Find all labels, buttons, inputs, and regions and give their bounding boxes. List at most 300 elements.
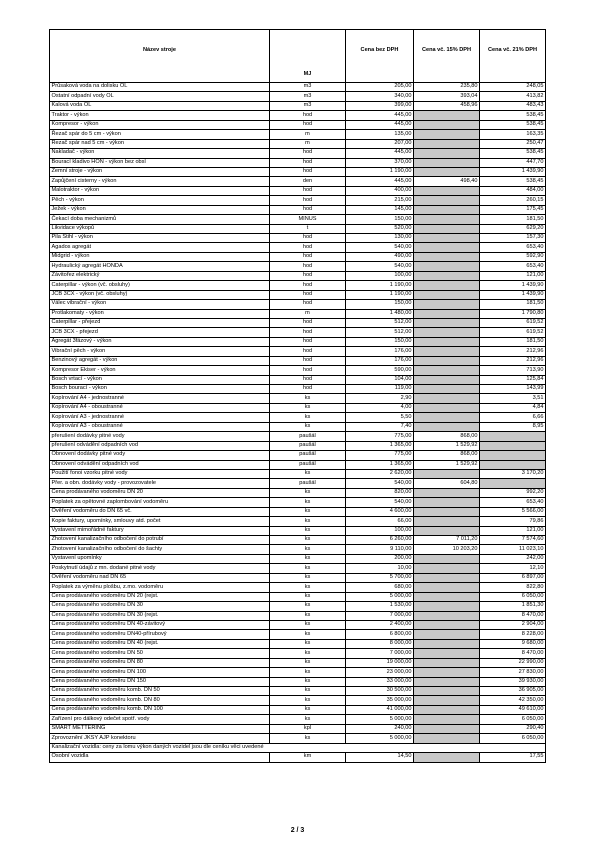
cell-price-vat21: 27 830,00 — [480, 668, 546, 677]
cell-unit: hod — [270, 281, 346, 290]
table-row — [50, 337, 546, 346]
cell-name: Bosch bourací - výkon — [50, 385, 270, 394]
cell-price-vat21: 242,00 — [480, 554, 546, 563]
cell-price-vat15: 10 203,20 — [414, 545, 480, 554]
cell-price-vat21 — [480, 451, 546, 460]
cell-price-ex-vat: 145,00 — [346, 205, 414, 214]
table-row — [50, 186, 546, 195]
cell-price-vat21: 2 904,00 — [480, 620, 546, 629]
table-row — [50, 705, 546, 714]
cell-unit: ks — [270, 526, 346, 535]
cell-price-vat15 — [414, 328, 480, 337]
cell-price-vat15 — [414, 149, 480, 158]
cell-price-vat15 — [414, 611, 480, 620]
cell-price-ex-vat: 66,00 — [346, 517, 414, 526]
cell-price-vat21: 653,40 — [480, 262, 546, 271]
cell-price-ex-vat: 135,00 — [346, 130, 414, 139]
cell-price-ex-vat: 520,00 — [346, 224, 414, 233]
cell-price-ex-vat: 35 000,00 — [346, 696, 414, 705]
cell-unit: hod — [270, 158, 346, 167]
cell-price-vat15 — [414, 602, 480, 611]
table-row — [50, 149, 546, 158]
cell-price-ex-vat: 2,90 — [346, 394, 414, 403]
table-row — [50, 602, 546, 611]
cell-unit: ks — [270, 554, 346, 563]
cell-price-ex-vat: 205,00 — [346, 83, 414, 92]
col-header-price-vat21: Cena vč. 21% DPH — [480, 30, 546, 83]
cell-price-ex-vat: 540,00 — [346, 262, 414, 271]
table-row — [50, 366, 546, 375]
table-row — [50, 243, 546, 252]
cell-price-ex-vat: 30 500,00 — [346, 687, 414, 696]
cell-name: Poplatek za opětovné zaplombování vodoměru — [50, 498, 270, 507]
cell-price-vat15: 498,40 — [414, 177, 480, 186]
cell-unit: ks — [270, 592, 346, 601]
cell-unit: ks — [270, 488, 346, 497]
cell-price-ex-vat: 200,00 — [346, 554, 414, 563]
cell-name: přerušení odvádění odpadních vod — [50, 441, 270, 450]
cell-price-vat21: 8 228,00 — [480, 630, 546, 639]
cell-unit: hod — [270, 186, 346, 195]
cell-price-vat21: 175,45 — [480, 205, 546, 214]
cell-price-vat21: 22 990,00 — [480, 658, 546, 667]
cell-price-vat21: 713,90 — [480, 366, 546, 375]
cell-unit: hod — [270, 252, 346, 261]
cell-price-vat15 — [414, 215, 480, 224]
cell-name: Zapůjčení cisterny - výkon — [50, 177, 270, 186]
cell-unit: hod — [270, 243, 346, 252]
cell-unit: ks — [270, 639, 346, 648]
cell-price-ex-vat: 512,00 — [346, 318, 414, 327]
cell-price-vat15 — [414, 422, 480, 431]
cell-unit: hod — [270, 347, 346, 356]
cell-price-vat21: 17,55 — [480, 753, 546, 762]
cell-price-vat21: 49 610,00 — [480, 705, 546, 714]
cell-price-ex-vat: 512,00 — [346, 328, 414, 337]
cell-price-ex-vat: 176,00 — [346, 347, 414, 356]
cell-price-ex-vat: 5,50 — [346, 413, 414, 422]
price-table — [49, 29, 546, 763]
table-row — [50, 130, 546, 139]
cell-price-ex-vat: 19 000,00 — [346, 658, 414, 667]
cell-unit: m3 — [270, 83, 346, 92]
header-row — [50, 30, 546, 83]
cell-name: Použití fonoi vzorku pitné vody — [50, 469, 270, 478]
table-row — [50, 300, 546, 309]
cell-name: JCB 3CX - výkon (vč. obsluhy) — [50, 290, 270, 299]
cell-name: Malotraktor - výkon — [50, 186, 270, 195]
cell-price-ex-vat: 5 000,00 — [346, 734, 414, 743]
price-list — [49, 29, 545, 763]
cell-price-vat21: 7 574,60 — [480, 536, 546, 545]
cell-price-vat15 — [414, 592, 480, 601]
cell-price-vat21: 157,30 — [480, 234, 546, 243]
cell-unit: paušál — [270, 479, 346, 488]
table-row — [50, 620, 546, 629]
table-row — [50, 441, 546, 450]
cell-price-vat15: 235,80 — [414, 83, 480, 92]
cell-price-ex-vat: 445,00 — [346, 111, 414, 120]
cell-unit: paušál — [270, 460, 346, 469]
table-row — [50, 488, 546, 497]
cell-name: Hydraulický agregát HONDA — [50, 262, 270, 271]
cell-price-vat21: 6 050,00 — [480, 734, 546, 743]
cell-price-vat15 — [414, 262, 480, 271]
cell-price-vat21: 6 050,00 — [480, 715, 546, 724]
table-row — [50, 356, 546, 365]
cell-unit: ks — [270, 583, 346, 592]
cell-name: Kopírování A4 - jednostranné — [50, 394, 270, 403]
col-header-unit: MJ — [270, 30, 346, 83]
table-row — [50, 252, 546, 261]
table-row — [50, 526, 546, 535]
cell-price-vat15 — [414, 488, 480, 497]
cell-name: Pila Stihl - výkon — [50, 234, 270, 243]
cell-unit: hod — [270, 356, 346, 365]
cell-price-vat15 — [414, 469, 480, 478]
table-row — [50, 639, 546, 648]
cell-price-vat21: 4,84 — [480, 403, 546, 412]
cell-price-vat21: 143,99 — [480, 385, 546, 394]
cell-name: Kanalizační vozidla: ceny za lomu výkon daných vozidel jsou dle ceníku věci uvedené — [50, 743, 546, 752]
table-row — [50, 139, 546, 148]
cell-unit: hod — [270, 366, 346, 375]
cell-price-vat15 — [414, 403, 480, 412]
table-row — [50, 403, 546, 412]
cell-price-vat15 — [414, 309, 480, 318]
cell-price-vat15 — [414, 318, 480, 327]
cell-price-vat21: 8 470,00 — [480, 649, 546, 658]
cell-price-vat21: 822,80 — [480, 583, 546, 592]
cell-price-ex-vat: 490,00 — [346, 252, 414, 261]
cell-name: Agados agregát — [50, 243, 270, 252]
cell-name: Kompresor - výkon — [50, 120, 270, 129]
table-row — [50, 658, 546, 667]
table-row — [50, 375, 546, 384]
cell-price-vat15 — [414, 498, 480, 507]
cell-name: Cena prodávaného vodoměru DN 100 — [50, 668, 270, 677]
table-row — [50, 469, 546, 478]
cell-unit: den — [270, 177, 346, 186]
cell-price-vat21: 260,15 — [480, 196, 546, 205]
table-row — [50, 224, 546, 233]
cell-price-ex-vat: 540,00 — [346, 498, 414, 507]
table-row — [50, 158, 546, 167]
cell-price-vat15: 868,00 — [414, 432, 480, 441]
table-row — [50, 101, 546, 110]
cell-price-vat21: 39 930,00 — [480, 677, 546, 686]
cell-unit: hod — [270, 111, 346, 120]
cell-price-ex-vat: 5 000,00 — [346, 715, 414, 724]
table-row — [50, 92, 546, 101]
cell-name: Cena prodávaného vodoměru DN 50 — [50, 649, 270, 658]
cell-name: Ostatní odpadní vody OL — [50, 92, 270, 101]
cell-price-vat15: 1 529,92 — [414, 460, 480, 469]
table-row — [50, 271, 546, 280]
cell-price-ex-vat: 104,00 — [346, 375, 414, 384]
cell-unit: paušál — [270, 441, 346, 450]
table-row — [50, 177, 546, 186]
cell-name: Osobní vozidla — [50, 753, 270, 762]
table-row — [50, 554, 546, 563]
table-row — [50, 649, 546, 658]
cell-price-ex-vat: 23 000,00 — [346, 668, 414, 677]
table-row — [50, 536, 546, 545]
cell-price-ex-vat: 590,00 — [346, 366, 414, 375]
table-row — [50, 234, 546, 243]
cell-price-ex-vat: 130,00 — [346, 234, 414, 243]
cell-price-vat15 — [414, 715, 480, 724]
table-row — [50, 498, 546, 507]
cell-price-vat21: 248,05 — [480, 83, 546, 92]
cell-name: Ověření vodoměru nad DN 65 — [50, 573, 270, 582]
table-row — [50, 394, 546, 403]
cell-price-vat21: 6 050,00 — [480, 592, 546, 601]
table-row — [50, 120, 546, 129]
cell-price-vat21: 447,70 — [480, 158, 546, 167]
cell-name: Ježek - výkon — [50, 205, 270, 214]
table-row — [50, 573, 546, 582]
cell-price-ex-vat: 150,00 — [346, 337, 414, 346]
table-row — [50, 479, 546, 488]
table-row — [50, 432, 546, 441]
table-row — [50, 592, 546, 601]
cell-price-vat15 — [414, 139, 480, 148]
table-row — [50, 451, 546, 460]
cell-price-vat15 — [414, 517, 480, 526]
table-row — [50, 167, 546, 176]
cell-price-ex-vat: 4,00 — [346, 403, 414, 412]
cell-price-ex-vat: 1 190,00 — [346, 167, 414, 176]
cell-unit: ks — [270, 422, 346, 431]
col-header-name: Název stroje — [50, 30, 270, 83]
cell-unit: ks — [270, 413, 346, 422]
table-row — [50, 318, 546, 327]
cell-price-vat15: 604,80 — [414, 479, 480, 488]
cell-name: Traktor - výkon — [50, 111, 270, 120]
cell-unit: hod — [270, 337, 346, 346]
cell-price-vat21: 1 439,90 — [480, 290, 546, 299]
cell-unit: m — [270, 139, 346, 148]
cell-price-vat15 — [414, 385, 480, 394]
cell-unit: ks — [270, 677, 346, 686]
cell-name: Ověření vodoměru do DN 65 vč. — [50, 507, 270, 516]
cell-price-ex-vat: 7 000,00 — [346, 649, 414, 658]
table-row — [50, 215, 546, 224]
cell-unit: ks — [270, 564, 346, 573]
cell-price-vat15 — [414, 130, 480, 139]
cell-name: Vibrační pěch - výkon — [50, 347, 270, 356]
cell-price-vat21: 653,40 — [480, 498, 546, 507]
table-row — [50, 347, 546, 356]
cell-price-vat15 — [414, 375, 480, 384]
cell-price-ex-vat: 540,00 — [346, 243, 414, 252]
cell-price-vat15 — [414, 753, 480, 762]
cell-name: JCB 3CX - přejezd — [50, 328, 270, 337]
cell-name: Průsaková voda na dolisku OL — [50, 83, 270, 92]
table-row — [50, 328, 546, 337]
table-row — [50, 687, 546, 696]
cell-price-ex-vat: 399,00 — [346, 101, 414, 110]
cell-name: Midgrid - výkon — [50, 252, 270, 261]
cell-price-vat15 — [414, 290, 480, 299]
cell-price-vat15 — [414, 366, 480, 375]
cell-price-ex-vat: 1 190,00 — [346, 290, 414, 299]
cell-price-vat21: 3 170,20 — [480, 469, 546, 478]
table-row — [50, 734, 546, 743]
table-row — [50, 507, 546, 516]
cell-price-vat15 — [414, 649, 480, 658]
cell-unit: ks — [270, 715, 346, 724]
cell-price-vat21: 181,50 — [480, 215, 546, 224]
cell-unit: hod — [270, 375, 346, 384]
cell-unit: hod — [270, 196, 346, 205]
table-row — [50, 460, 546, 469]
table-row — [50, 564, 546, 573]
cell-price-ex-vat: 445,00 — [346, 120, 414, 129]
cell-price-vat15 — [414, 252, 480, 261]
cell-price-ex-vat: 7,40 — [346, 422, 414, 431]
table-row — [50, 743, 546, 752]
cell-name: Poplatek za výměnu plošbu, z.mo. vodoměru — [50, 583, 270, 592]
cell-price-vat15: 1 529,92 — [414, 441, 480, 450]
cell-price-vat15 — [414, 281, 480, 290]
cell-price-vat21: 413,82 — [480, 92, 546, 101]
cell-name: Přer. a obn. dodávky vody - provozovatele — [50, 479, 270, 488]
cell-price-vat21: 3,51 — [480, 394, 546, 403]
cell-name: Zhotovení kanalizačního odbočení do potrubí — [50, 536, 270, 545]
cell-name: Cena prodávaného vodoměru DN 30 — [50, 602, 270, 611]
table-row — [50, 753, 546, 762]
cell-price-ex-vat: 2 620,00 — [346, 469, 414, 478]
cell-price-ex-vat: 7 000,00 — [346, 611, 414, 620]
table-row — [50, 281, 546, 290]
cell-price-vat15 — [414, 564, 480, 573]
cell-price-ex-vat: 240,00 — [346, 724, 414, 733]
cell-price-vat15 — [414, 394, 480, 403]
cell-price-vat21: 483,43 — [480, 101, 546, 110]
cell-price-vat21: 538,45 — [480, 149, 546, 158]
cell-price-vat15: 7 011,20 — [414, 536, 480, 545]
cell-unit: hod — [270, 120, 346, 129]
cell-price-vat21: 538,45 — [480, 177, 546, 186]
cell-price-vat15 — [414, 196, 480, 205]
cell-price-ex-vat: 1 530,00 — [346, 602, 414, 611]
cell-price-vat21: 212,96 — [480, 356, 546, 365]
cell-price-vat21: 538,45 — [480, 111, 546, 120]
cell-price-vat21: 592,90 — [480, 252, 546, 261]
cell-price-vat21: 36 905,00 — [480, 687, 546, 696]
cell-unit: ks — [270, 536, 346, 545]
cell-unit: m3 — [270, 101, 346, 110]
cell-name: Kopírování A4 - oboustranné — [50, 403, 270, 412]
cell-price-ex-vat: 820,00 — [346, 488, 414, 497]
cell-unit: ks — [270, 658, 346, 667]
cell-unit: paušál — [270, 451, 346, 460]
cell-unit: ks — [270, 394, 346, 403]
page-number: 2 / 3 — [290, 827, 305, 834]
cell-price-ex-vat: 775,00 — [346, 451, 414, 460]
cell-price-vat21: 42 350,00 — [480, 696, 546, 705]
cell-price-vat21: 125,84 — [480, 375, 546, 384]
cell-price-vat21 — [480, 441, 546, 450]
table-row — [50, 611, 546, 620]
cell-price-vat15 — [414, 696, 480, 705]
cell-price-vat21: 1 439,90 — [480, 167, 546, 176]
cell-price-vat15 — [414, 620, 480, 629]
table-row — [50, 668, 546, 677]
cell-name: Cena prodávaného vodoměru DN 150 — [50, 677, 270, 686]
cell-price-ex-vat: 10,00 — [346, 564, 414, 573]
cell-name: Cena prodávaného vodoměru DN 40-závitový — [50, 620, 270, 629]
cell-name: Benzinový agregát - výkon — [50, 356, 270, 365]
cell-price-vat21: 181,50 — [480, 300, 546, 309]
cell-price-vat15 — [414, 507, 480, 516]
cell-name: Kopírování A3 - oboustranné — [50, 422, 270, 431]
cell-unit: m3 — [270, 92, 346, 101]
cell-price-vat21: 619,52 — [480, 328, 546, 337]
cell-unit: ks — [270, 498, 346, 507]
cell-name: Cena prodávaného vodoměru komb. DN 80 — [50, 696, 270, 705]
cell-name: Řezač spár nad 5 cm - výkon — [50, 139, 270, 148]
cell-price-vat15 — [414, 677, 480, 686]
cell-price-ex-vat: 41 000,00 — [346, 705, 414, 714]
cell-name: Bourací kladivo HON - výkon bez obsl — [50, 158, 270, 167]
cell-name: Protlakomaty - výkon — [50, 309, 270, 318]
cell-price-vat21: 11 023,10 — [480, 545, 546, 554]
cell-price-vat15 — [414, 705, 480, 714]
cell-unit: hod — [270, 205, 346, 214]
cell-unit: m — [270, 130, 346, 139]
cell-price-vat15 — [414, 158, 480, 167]
cell-price-vat21: 5 566,00 — [480, 507, 546, 516]
table-row — [50, 111, 546, 120]
cell-unit: ks — [270, 630, 346, 639]
cell-unit: hod — [270, 149, 346, 158]
cell-price-ex-vat: 33 000,00 — [346, 677, 414, 686]
cell-price-ex-vat: 1 190,00 — [346, 281, 414, 290]
cell-unit: ks — [270, 649, 346, 658]
cell-unit: ks — [270, 620, 346, 629]
cell-name: Obnovení dodávky pitné vody — [50, 451, 270, 460]
cell-price-vat15 — [414, 413, 480, 422]
cell-name: Nakladač - výkon — [50, 149, 270, 158]
table-row — [50, 262, 546, 271]
cell-unit: ks — [270, 668, 346, 677]
cell-name: SMART METTERING — [50, 724, 270, 733]
cell-unit: ks — [270, 696, 346, 705]
cell-price-vat15 — [414, 639, 480, 648]
cell-price-vat21: 181,50 — [480, 337, 546, 346]
cell-price-ex-vat: 176,00 — [346, 356, 414, 365]
cell-name: Kompresor Ekiser - výkon — [50, 366, 270, 375]
cell-price-ex-vat: 150,00 — [346, 215, 414, 224]
cell-price-vat15 — [414, 186, 480, 195]
cell-price-vat21: 79,86 — [480, 517, 546, 526]
table-row — [50, 583, 546, 592]
cell-price-vat21 — [480, 479, 546, 488]
cell-price-vat15 — [414, 337, 480, 346]
cell-unit: t — [270, 224, 346, 233]
cell-price-vat15 — [414, 658, 480, 667]
cell-price-vat15 — [414, 234, 480, 243]
cell-name: Cena prodávaného vodoměru komb. DN 50 — [50, 687, 270, 696]
cell-price-ex-vat: 370,00 — [346, 158, 414, 167]
cell-price-ex-vat: 119,00 — [346, 385, 414, 394]
table-row — [50, 309, 546, 318]
cell-price-ex-vat: 445,00 — [346, 177, 414, 186]
cell-price-vat21: 12,10 — [480, 564, 546, 573]
